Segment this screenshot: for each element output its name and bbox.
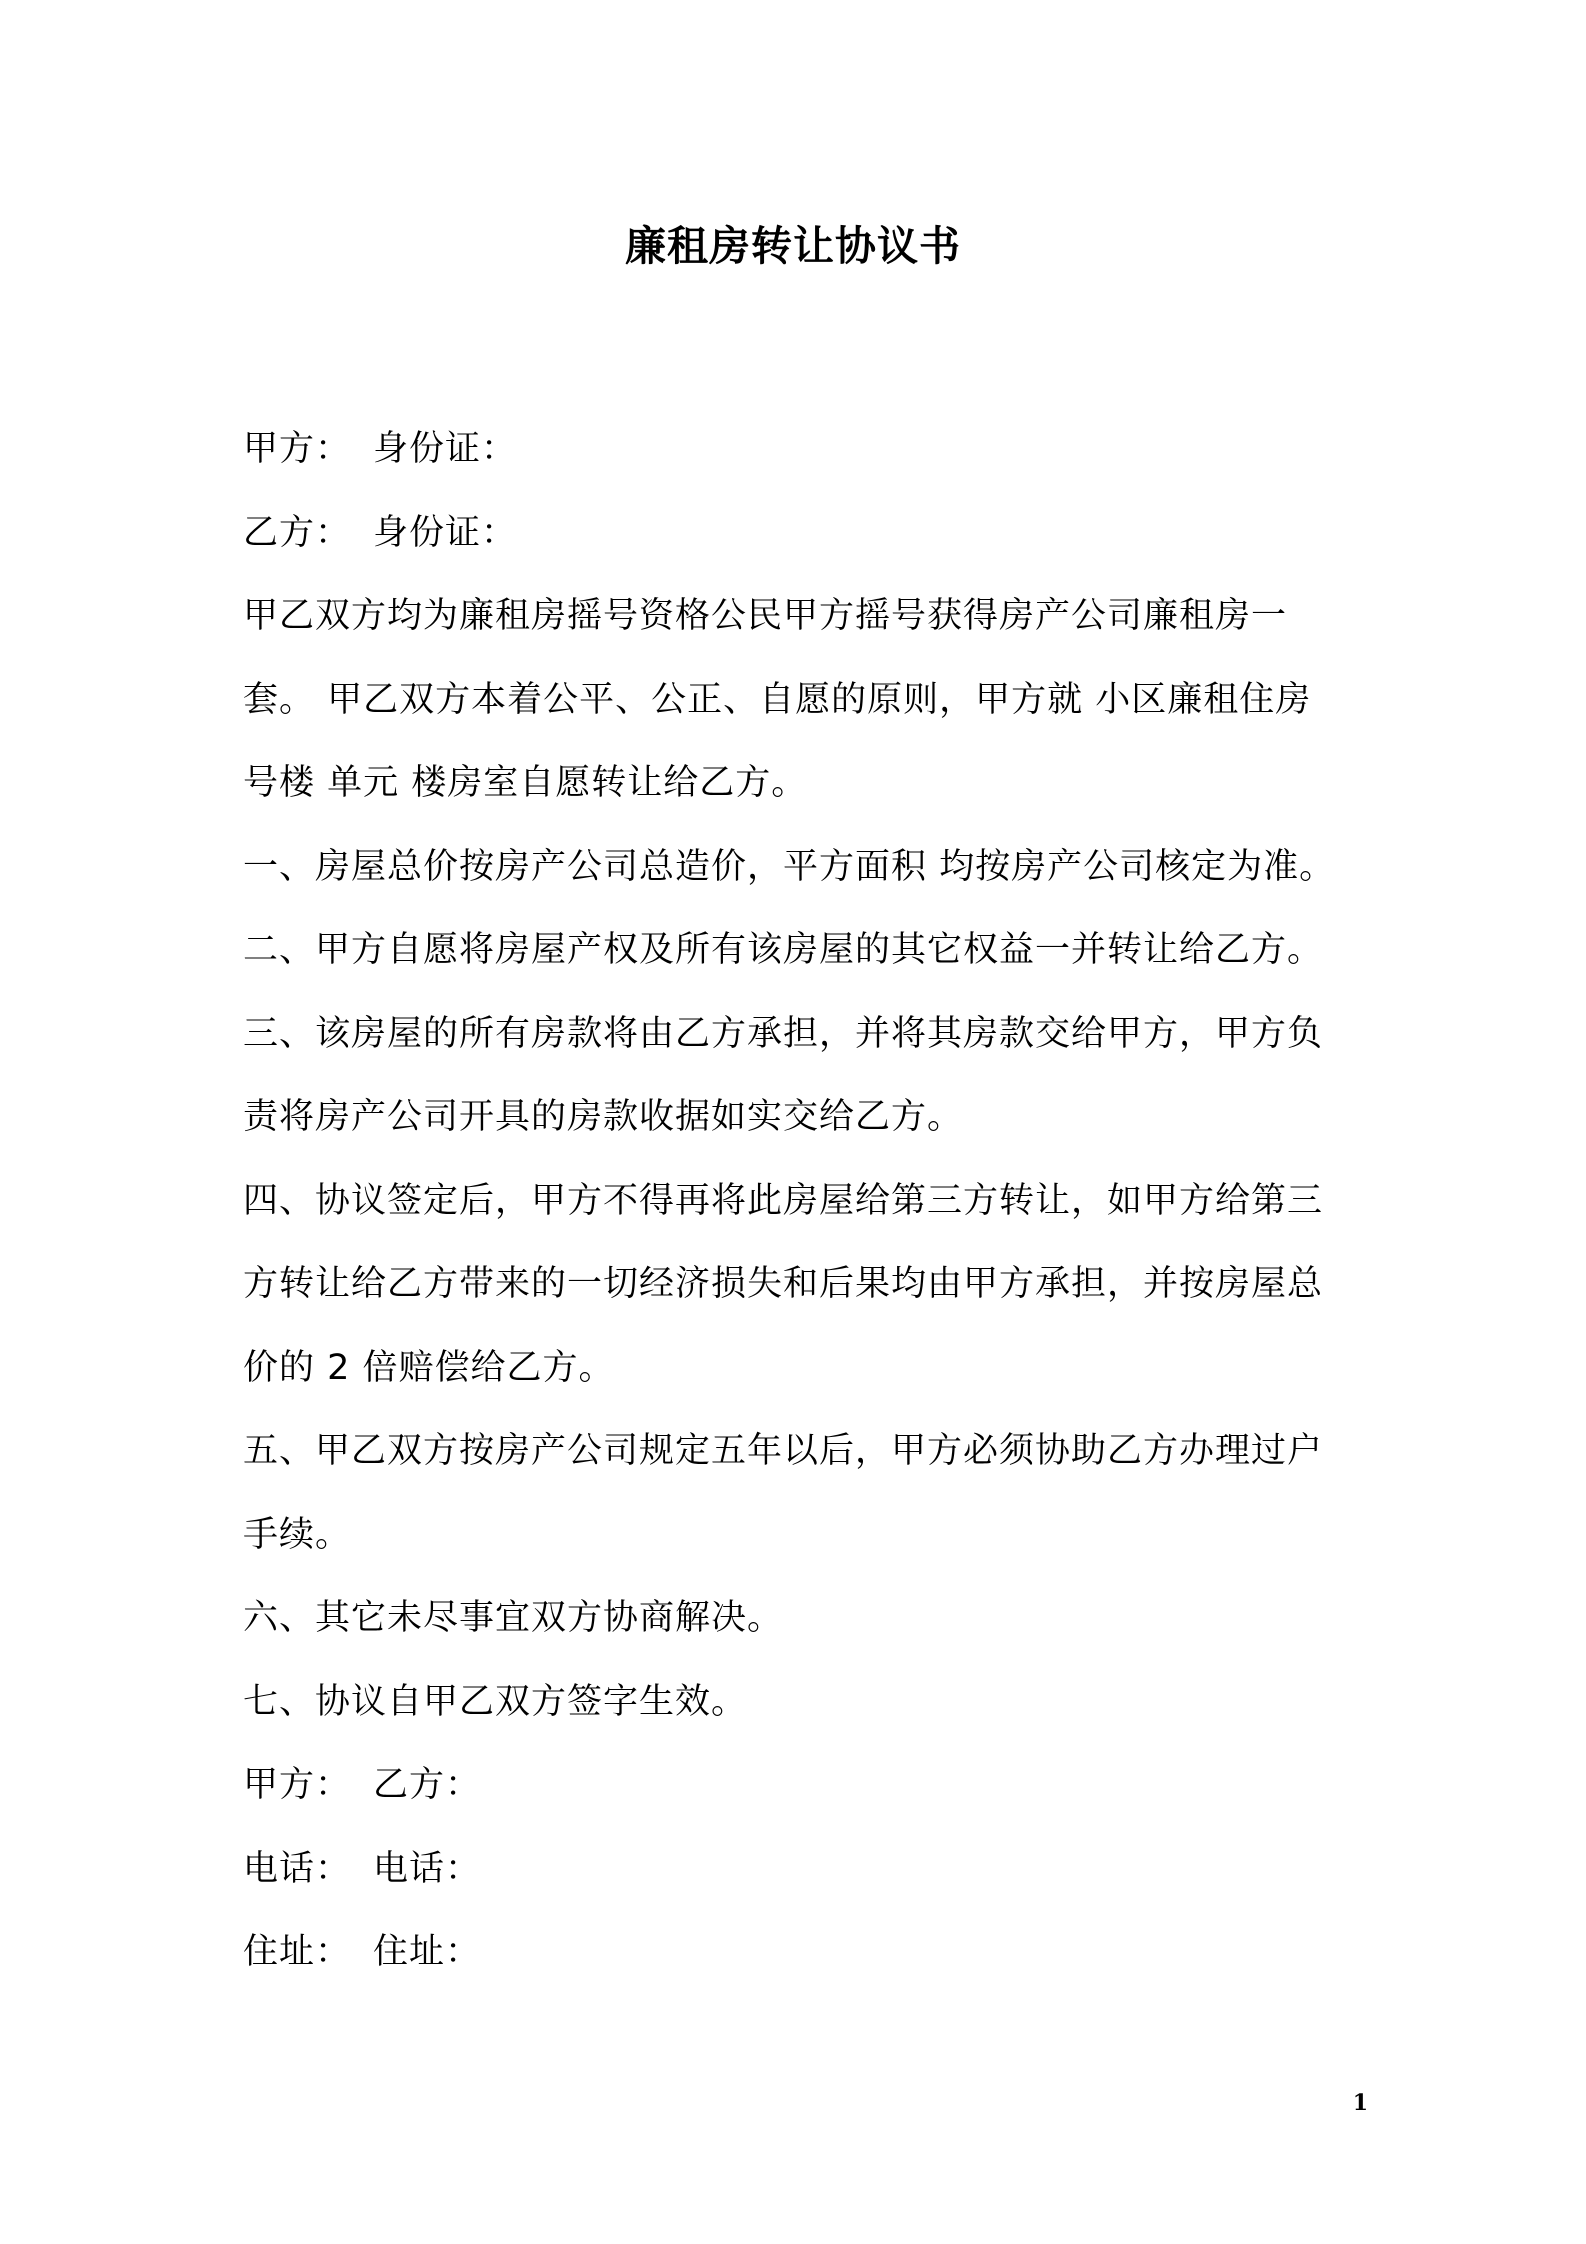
clause-4-cont: 价的 2 倍赔偿给乙方。 (243, 1347, 615, 1388)
page-number: 1 (1352, 2090, 1368, 2116)
address-line (243, 1911, 1355, 1995)
clause-4: 四、协议签定后，甲方不得再将此房屋给第三方转让，如甲方给第三 (243, 1180, 1324, 1221)
clause-5: 五、甲乙双方按房产公司规定五年以后，甲方必须协助乙方办理过户 (243, 1431, 1324, 1471)
party-a-id-label: 身份证： (373, 429, 518, 469)
phone-a-label: 电话： (243, 1848, 352, 1889)
paragraph-line: 甲乙双方均为廉租房摇号资格公民甲方摇号获得房产公司廉租房一 (243, 596, 1288, 636)
clause-6: 六、其它未尽事宜双方协商解决。 (243, 1598, 784, 1638)
party-b-line (243, 492, 1355, 576)
clause-3: 三、该房屋的所有房款将由乙方承担，并将其房款交给甲方，甲方负 (243, 1013, 1324, 1054)
clause-5-cont: 手续。 (243, 1514, 352, 1555)
address-b-label: 住址： (373, 1932, 482, 1972)
clause-7: 七、协议自甲乙双方签字生效。 (243, 1681, 748, 1722)
phone-b-label: 电话： (373, 1848, 482, 1889)
paragraph-line: 套。 甲乙双方本着公平、公正、自愿的原则，甲方就 小区廉租住房 (243, 679, 1312, 720)
party-a-label: 甲方： (243, 429, 352, 469)
paragraph-line: 号楼 单元 楼房室自愿转让给乙方。 (243, 763, 808, 803)
party-b-label: 乙方： (243, 512, 352, 553)
clause-1: 一、房屋总价按房产公司总造价，平方面积 均按房产公司核定为准。 (243, 846, 1336, 887)
clause-2: 二、甲方自愿将房屋产权及所有该房屋的其它权益一并转让给乙方。 (243, 930, 1324, 970)
party-b-id-label: 身份证： (373, 512, 518, 553)
signature-party-a-label: 甲方： (243, 1765, 352, 1805)
party-a-line (243, 408, 1355, 492)
document-body (243, 408, 1355, 1995)
address-a-label: 住址： (243, 1932, 352, 1972)
signature-party-b-label: 乙方： (373, 1765, 482, 1805)
clause-4-cont: 方转让给乙方带来的一切经济损失和后果均由甲方承担，并按房屋总 (243, 1264, 1324, 1304)
phone-line (243, 1828, 1355, 1912)
signature-line (243, 1744, 1355, 1828)
document-title: 廉租房转让协议书 (625, 222, 961, 270)
clause-3-cont: 责将房产公司开具的房款收据如实交给乙方。 (243, 1097, 964, 1137)
